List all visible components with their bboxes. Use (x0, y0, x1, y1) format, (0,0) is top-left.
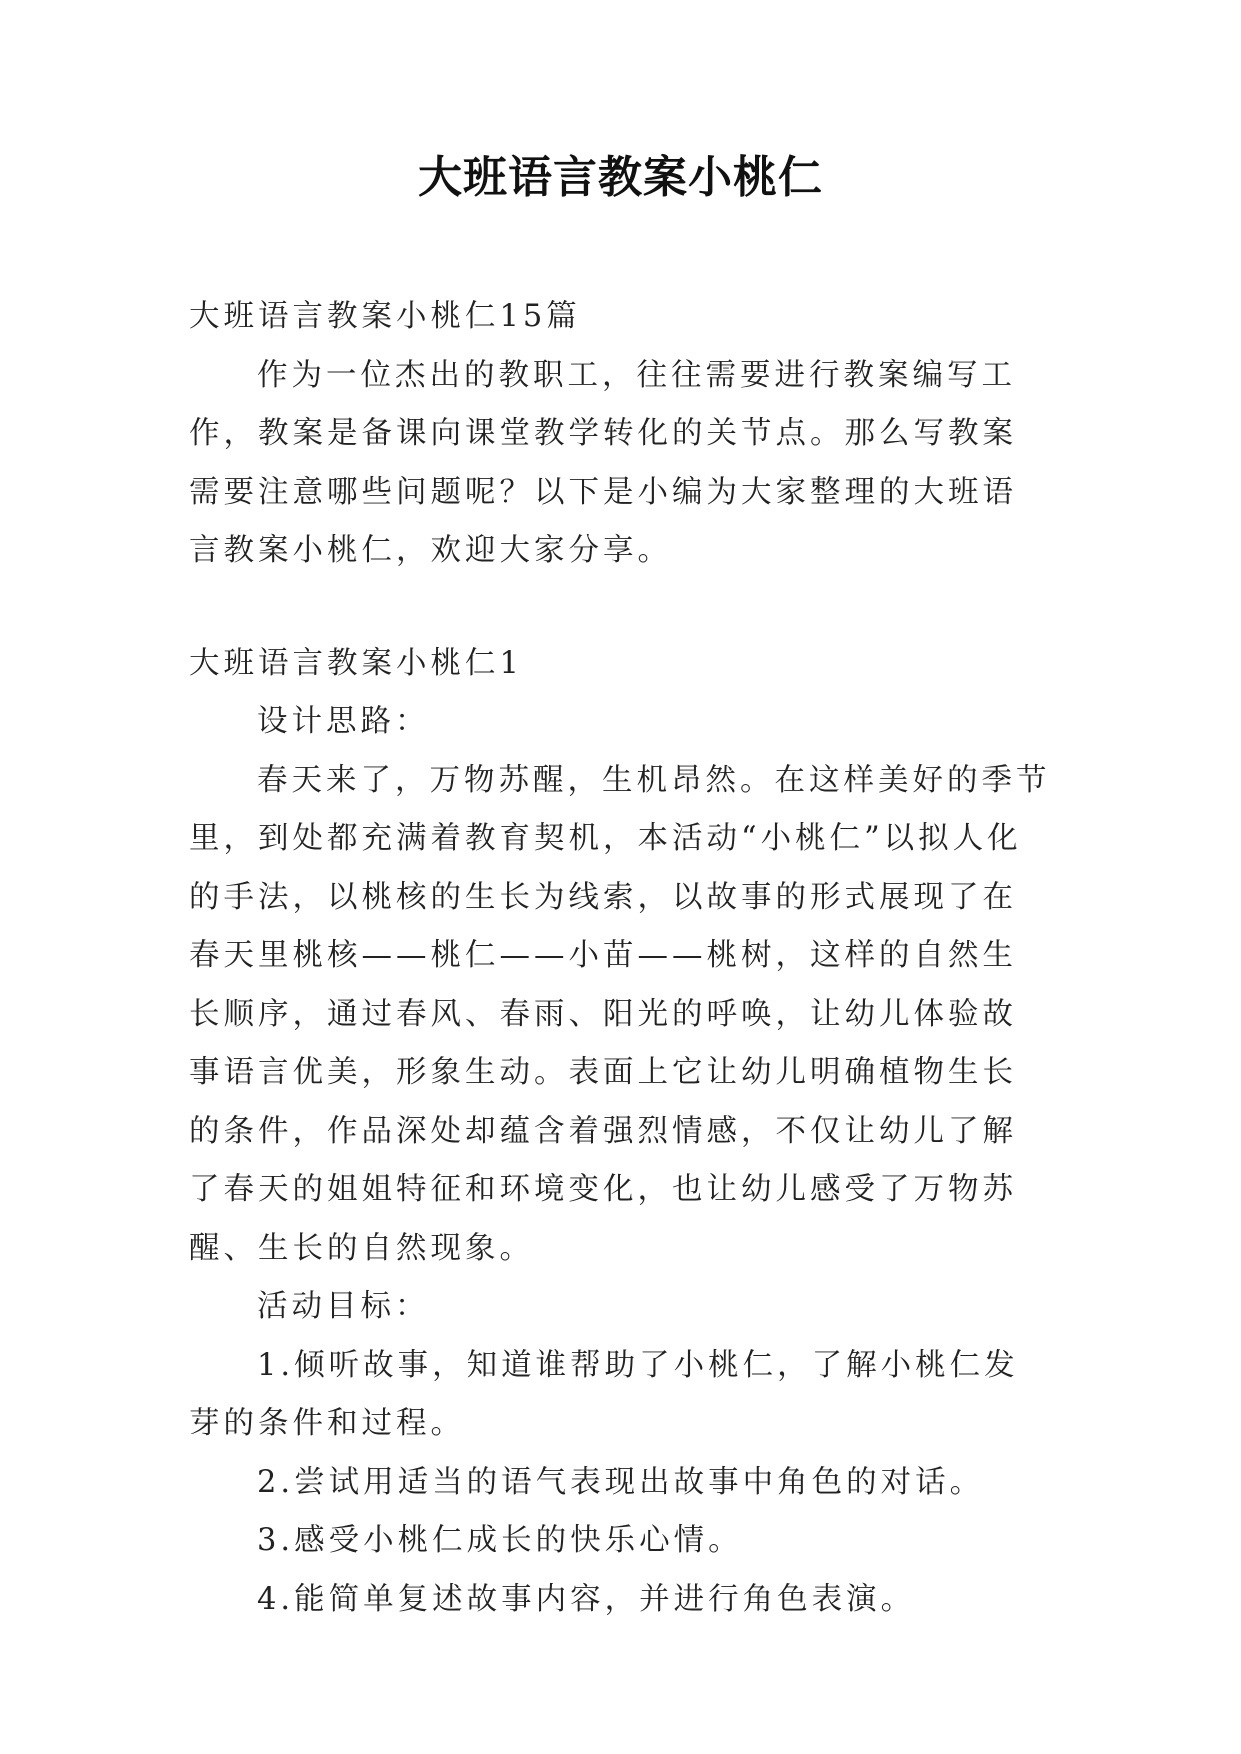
goal-item: 3.感受小桃仁成长的快乐心情。 (257, 1523, 743, 1558)
goal-item: 4.能简单复述故事内容，并进行角色表演。 (257, 1581, 916, 1617)
subheading-design-idea: 设计思路： (257, 704, 430, 739)
design-idea-paragraph: 春天来了，万物苏醒，生机昂然。在这样美好的季节里，到处都充满着教育契机，本活动“小桃仁”以拟人化的手法，以桃核的生长为线索，以故事的形式展现了在春天里桃核——桃仁——小苗——桃树，这样的自然生长顺序，通过春风、春雨、阳光的呼唤，让幼儿体验故事语言优美，形象生动。表面上它让幼儿明确植物生长的条件，作品深处却蕴含着强烈情感，不仅让幼儿了解了春天的姐姐特征和环境变化，也让幼儿感受了万物苏醒、生长的自然现象。 (189, 762, 1051, 1266)
collection-heading: 大班语言教案小桃仁15篇 (189, 299, 581, 334)
document-title: 大班语言教案小桃仁 (418, 152, 823, 203)
subheading-activity-goals: 活动目标： (257, 1289, 430, 1324)
goal-item: 2.尝试用适当的语气表现出故事中角色的对话。 (257, 1464, 985, 1500)
goal-item: 1.倾听故事，知道谁帮助了小桃仁，了解小桃仁发芽的条件和过程。 (189, 1347, 1019, 1441)
section-heading: 大班语言教案小桃仁1 (189, 645, 523, 681)
document-body (189, 288, 1051, 1629)
intro-paragraph: 作为一位杰出的教职工，往往需要进行教案编写工作，教案是备课向课堂教学转化的关节点。那么写教案需要注意哪些问题呢？以下是小编为大家整理的大班语言教案小桃仁，欢迎大家分享。 (189, 357, 1017, 568)
